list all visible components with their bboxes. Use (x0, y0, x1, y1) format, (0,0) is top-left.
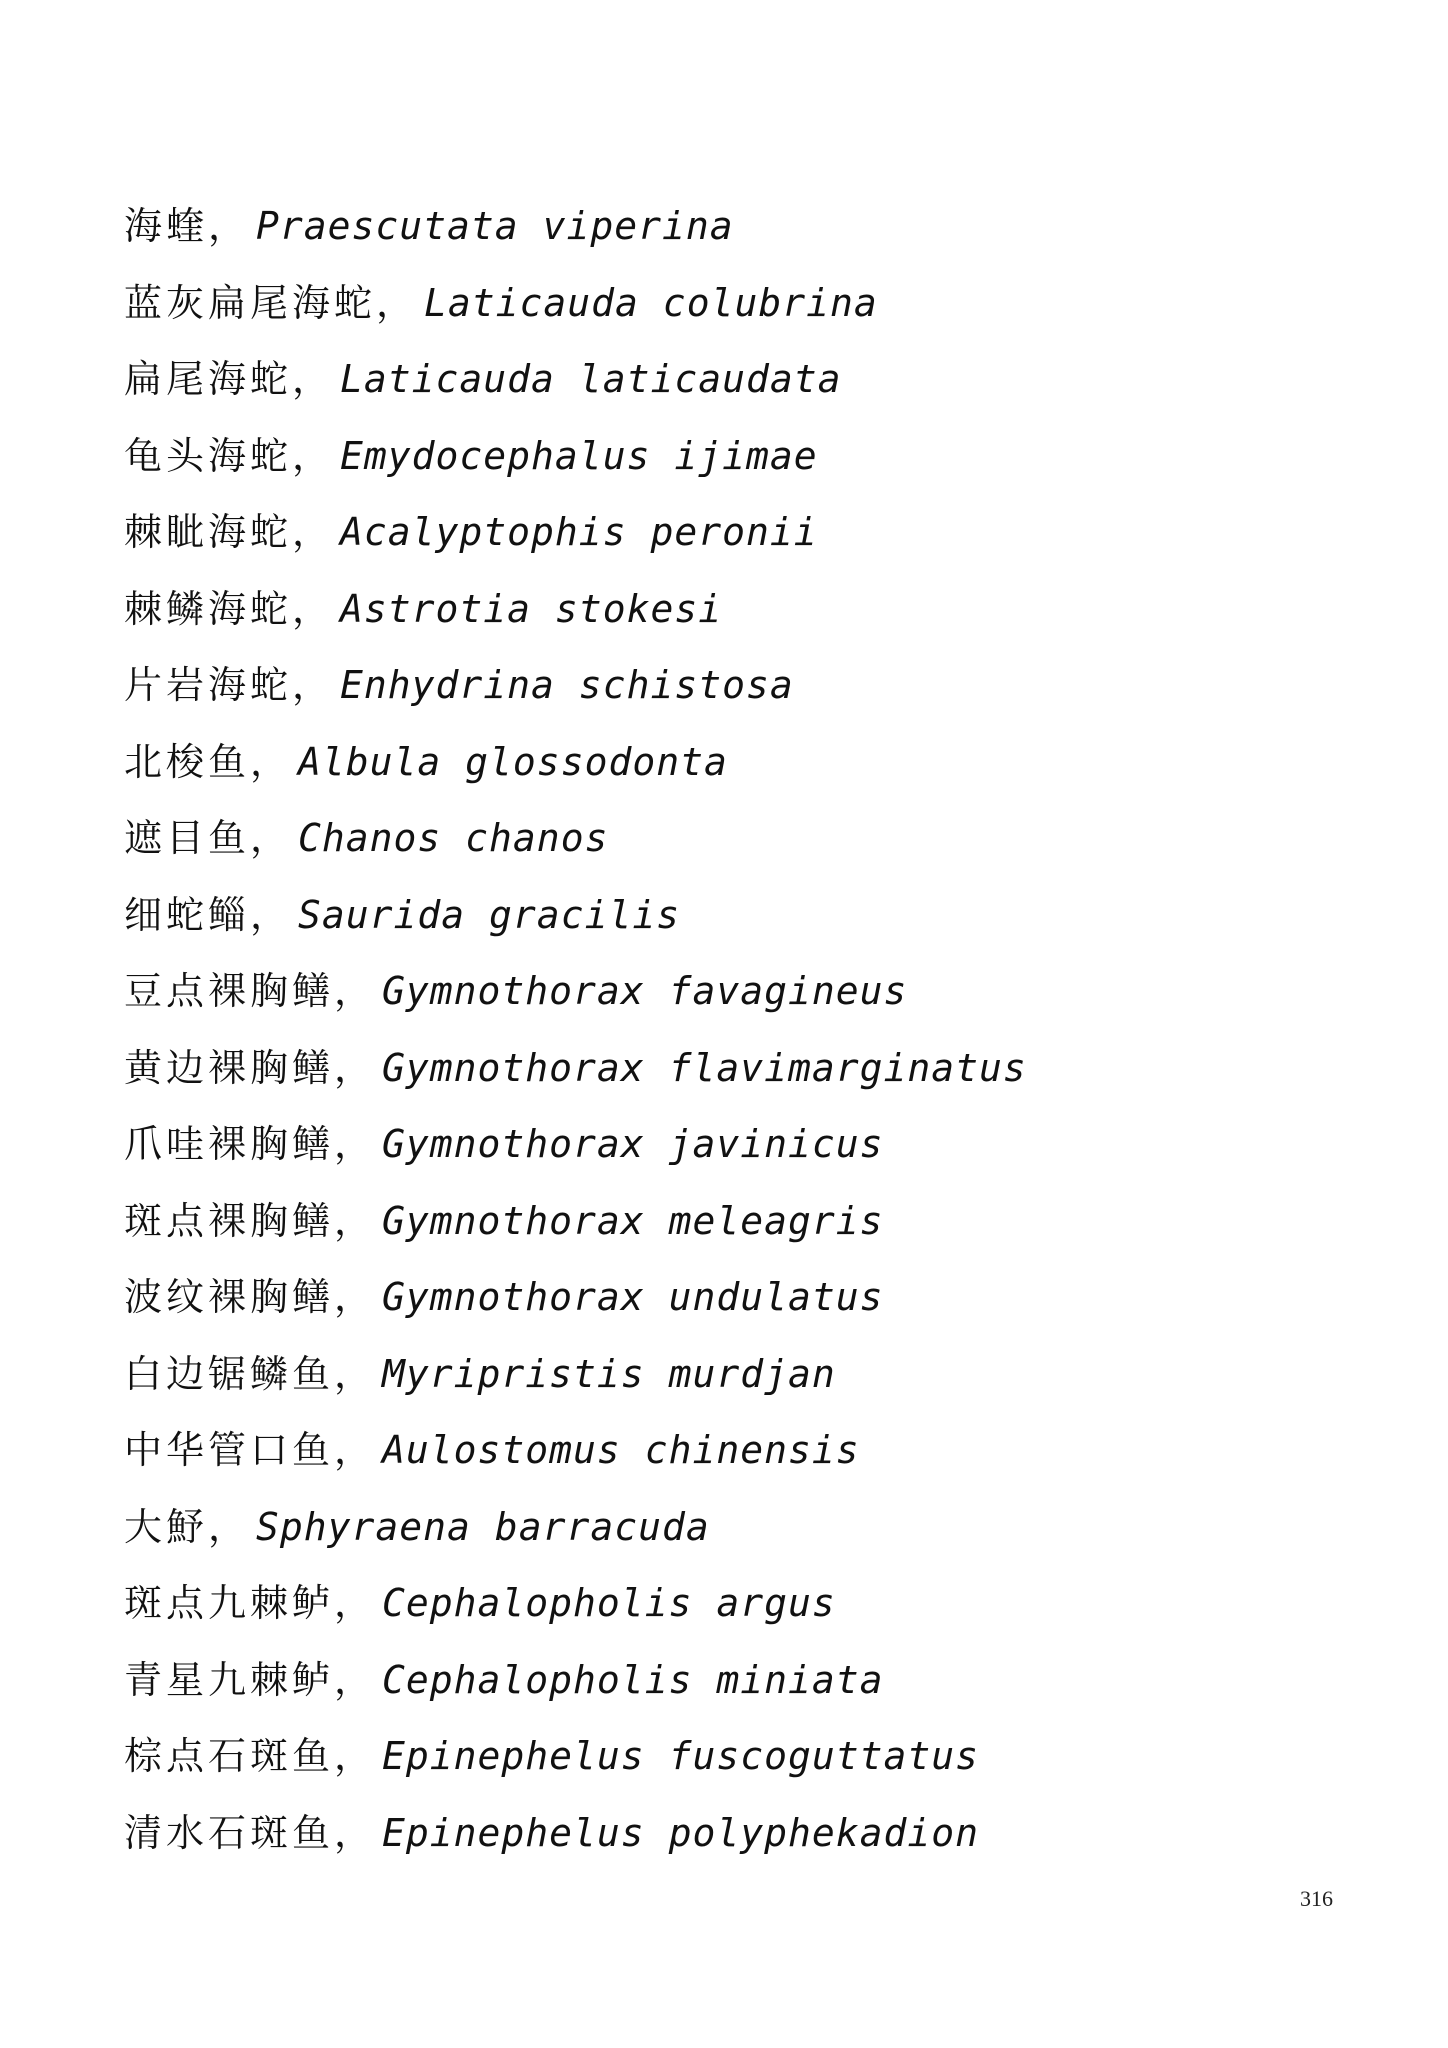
latin-name: Laticauda colubrina (424, 280, 878, 325)
chinese-name: 斑点九棘鲈 (124, 1581, 335, 1625)
chinese-name: 扁尾海蛇 (124, 357, 293, 401)
latin-name: Praescutata viperina (256, 204, 734, 248)
separator: ， (334, 1122, 373, 1166)
species-entry (124, 265, 1027, 342)
species-entry (124, 341, 1027, 418)
latin-name: Cephalopholis argus (382, 1581, 836, 1625)
latin-name: Gymnothorax meleagris (382, 1198, 884, 1243)
separator: ， (250, 892, 289, 937)
chinese-name: 棕点石斑鱼 (124, 1734, 335, 1778)
separator: ， (292, 586, 331, 631)
separator: ， (292, 433, 331, 478)
species-entry (124, 1030, 1027, 1107)
separator: ， (334, 1428, 373, 1472)
species-entry (124, 647, 1027, 724)
chinese-name: 斑点裸胸鳝 (124, 1198, 335, 1243)
chinese-name: 蓝灰扁尾海蛇 (124, 280, 377, 325)
separator: ， (334, 1734, 373, 1778)
separator: ， (334, 1045, 373, 1090)
separator: ， (376, 280, 415, 325)
latin-name: Cephalopholis miniata (382, 1657, 884, 1702)
chinese-name: 大魣 (124, 1504, 209, 1549)
latin-name: Sphyraena barracuda (256, 1504, 710, 1549)
species-entry (124, 1259, 1027, 1336)
chinese-name: 黄边裸胸鳝 (124, 1045, 335, 1090)
separator: ， (292, 510, 331, 554)
species-entry (124, 1106, 1027, 1183)
separator: ， (334, 1198, 373, 1243)
separator: ， (250, 816, 289, 860)
species-entry (124, 571, 1027, 648)
latin-name: Gymnothorax favagineus (382, 969, 908, 1013)
separator: ， (334, 1657, 373, 1702)
chinese-name: 白边锯鳞鱼 (124, 1351, 335, 1396)
separator: ， (334, 1581, 373, 1625)
latin-name: Acalyptophis peronii (340, 510, 818, 554)
latin-name: Saurida gracilis (298, 892, 681, 937)
species-entry (124, 1412, 1027, 1489)
chinese-name: 海蝰 (124, 204, 209, 248)
species-entry (124, 188, 1027, 265)
latin-name: Gymnothorax undulatus (382, 1275, 884, 1319)
page-number: 316 (1300, 1886, 1333, 1911)
separator: ， (250, 739, 289, 784)
chinese-name: 龟头海蛇 (124, 433, 293, 478)
species-entry (124, 1565, 1027, 1642)
separator: ， (208, 1504, 247, 1549)
chinese-name: 片岩海蛇 (124, 663, 293, 707)
latin-name: Laticauda laticaudata (340, 357, 842, 401)
latin-name: Epinephelus fuscoguttatus (382, 1734, 979, 1778)
chinese-name: 波纹裸胸鳝 (124, 1275, 335, 1319)
species-entry (124, 1336, 1027, 1413)
separator: ， (334, 1810, 373, 1855)
chinese-name: 中华管口鱼 (124, 1428, 335, 1472)
latin-name: Gymnothorax javinicus (382, 1122, 884, 1166)
latin-name: Enhydrina schistosa (340, 663, 794, 707)
latin-name: Myripristis murdjan (382, 1351, 836, 1396)
species-entry (124, 1718, 1027, 1795)
chinese-name: 青星九棘鲈 (124, 1657, 335, 1702)
separator: ， (292, 357, 331, 401)
chinese-name: 爪哇裸胸鳝 (124, 1122, 335, 1166)
latin-name: Astrotia stokesi (340, 586, 723, 631)
latin-name: Epinephelus polyphekadion (382, 1810, 979, 1855)
latin-name: Chanos chanos (298, 816, 609, 860)
latin-name: Albula glossodonta (298, 739, 728, 784)
species-entry (124, 418, 1027, 495)
species-entry (124, 800, 1027, 877)
separator: ， (208, 204, 247, 248)
species-entry (124, 1642, 1027, 1719)
species-entry (124, 877, 1027, 954)
species-entry (124, 1795, 1027, 1872)
separator: ， (334, 969, 373, 1013)
latin-name: Gymnothorax flavimarginatus (382, 1045, 1027, 1090)
species-entry (124, 953, 1027, 1030)
chinese-name: 豆点裸胸鳝 (124, 969, 335, 1013)
chinese-name: 清水石斑鱼 (124, 1810, 335, 1855)
chinese-name: 棘眦海蛇 (124, 510, 293, 554)
chinese-name: 遮目鱼 (124, 816, 251, 860)
latin-name: Aulostomus chinensis (382, 1428, 860, 1472)
species-entry (124, 1489, 1027, 1566)
chinese-name: 细蛇鲻 (124, 892, 251, 937)
species-entry (124, 724, 1027, 801)
separator: ， (334, 1351, 373, 1396)
chinese-name: 棘鳞海蛇 (124, 586, 293, 631)
species-entry (124, 1183, 1027, 1260)
latin-name: Emydocephalus ijimae (340, 433, 818, 478)
species-list (124, 188, 1027, 1871)
chinese-name: 北梭鱼 (124, 739, 251, 784)
species-entry (124, 494, 1027, 571)
separator: ， (334, 1275, 373, 1319)
separator: ， (292, 663, 331, 707)
